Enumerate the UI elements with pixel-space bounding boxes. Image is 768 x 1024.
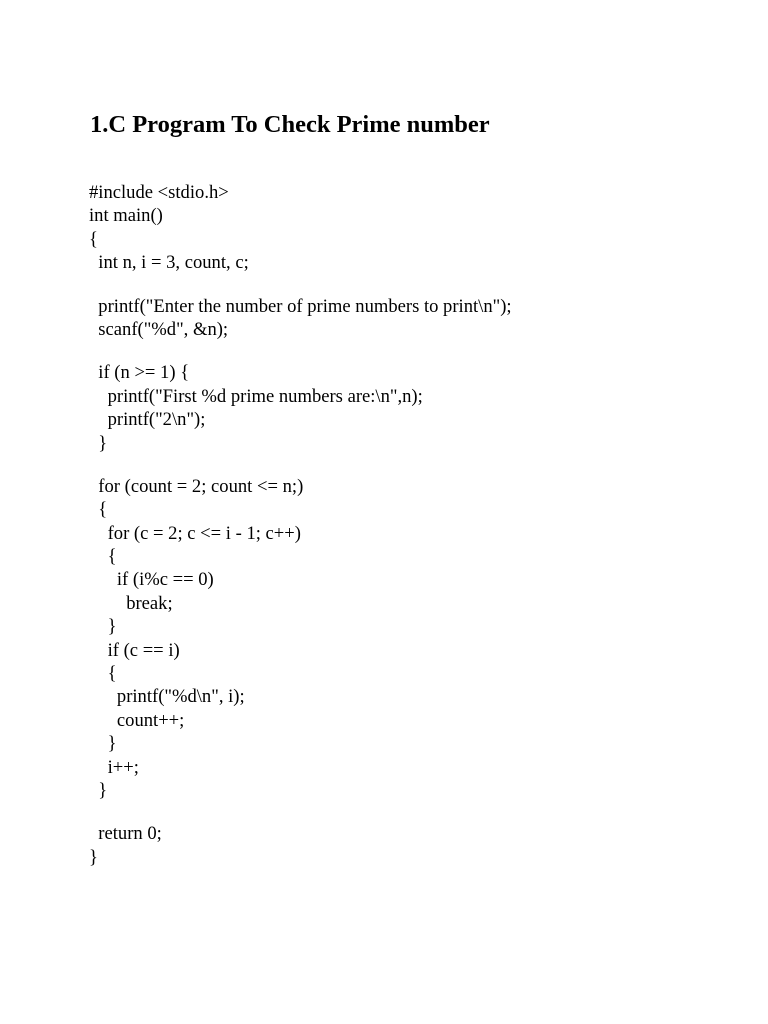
- code-line: for (c = 2; c <= i - 1; c++): [89, 522, 301, 544]
- code-line: {: [89, 228, 98, 250]
- code-line: i++;: [89, 756, 139, 778]
- code-line: printf("First %d prime numbers are:\n",n);: [89, 385, 423, 407]
- code-line: {: [89, 663, 117, 685]
- code-line: }: [89, 733, 117, 755]
- code-blank-line: [89, 455, 512, 475]
- code-line: {: [89, 546, 117, 568]
- code-line: {: [89, 499, 108, 521]
- code-line: printf("Enter the number of prime numbers to print\n");: [89, 295, 512, 317]
- code-line: int main(): [89, 205, 163, 227]
- code-blank-line: [89, 275, 512, 295]
- code-line: break;: [89, 592, 173, 614]
- code-block: [89, 181, 512, 869]
- code-line: }: [89, 779, 108, 801]
- code-line: count++;: [89, 709, 185, 731]
- code-line: }: [89, 432, 108, 454]
- code-blank-line: [89, 802, 512, 822]
- code-line: if (c == i): [89, 639, 180, 661]
- document-title: 1.C Program To Check Prime number: [90, 111, 490, 138]
- code-line: return 0;: [89, 823, 162, 845]
- code-line: int n, i = 3, count, c;: [89, 252, 249, 274]
- code-line: }: [89, 616, 117, 638]
- code-line: printf("%d\n", i);: [89, 686, 245, 708]
- code-line: scanf("%d", &n);: [89, 318, 229, 340]
- code-line: printf("2\n");: [89, 409, 206, 431]
- code-line: for (count = 2; count <= n;): [89, 475, 304, 497]
- code-line: }: [89, 846, 98, 868]
- code-line: if (i%c == 0): [89, 569, 214, 591]
- code-line: #include <stdio.h>: [89, 182, 229, 203]
- code-line: if (n >= 1) {: [89, 362, 190, 384]
- code-blank-line: [89, 341, 512, 361]
